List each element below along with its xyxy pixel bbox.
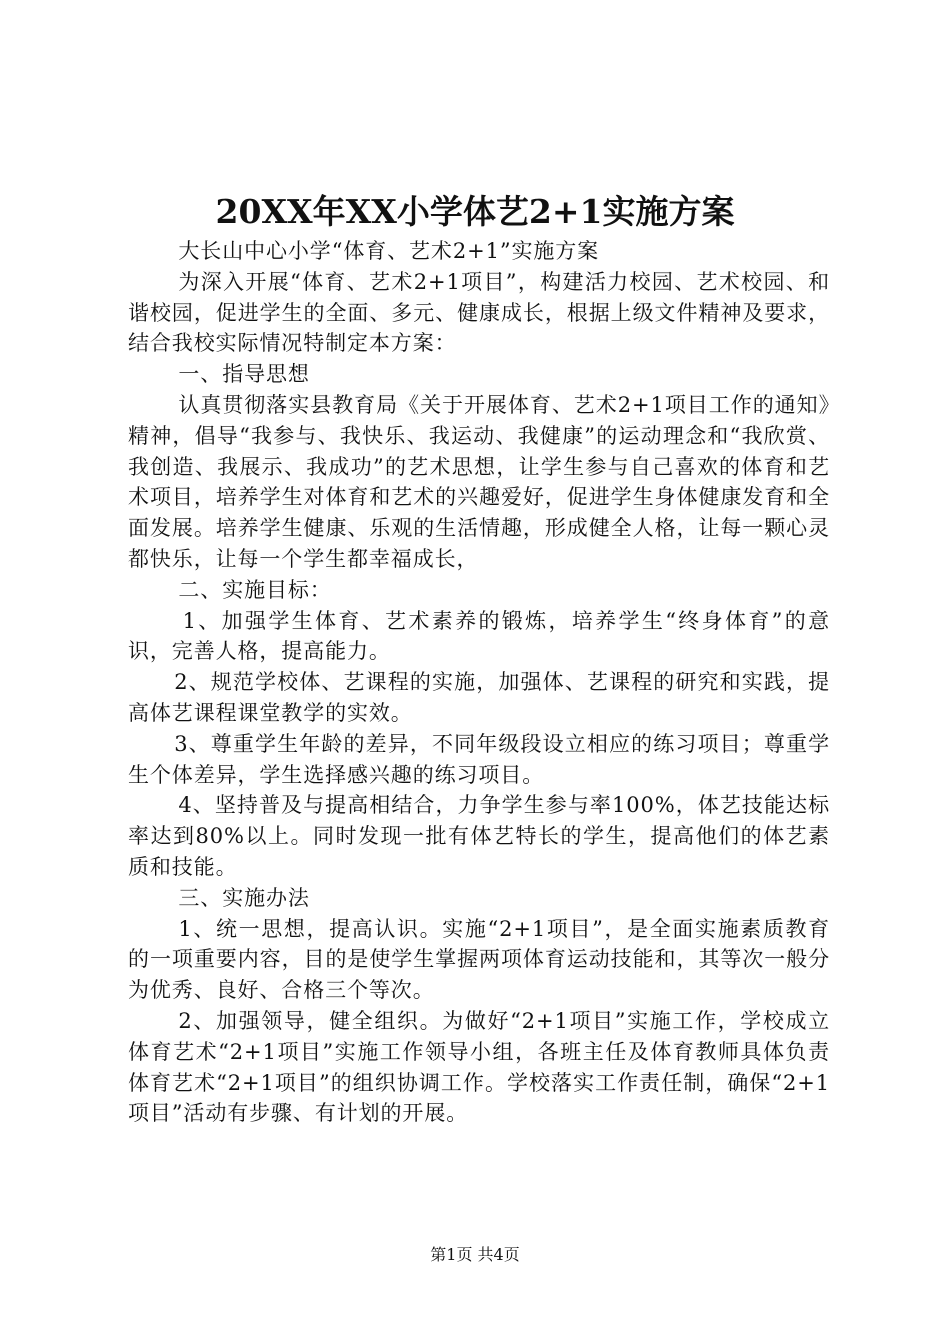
page-number-footer: 第1页 共4页 — [430, 1245, 520, 1264]
paragraph-goal-4: 4、坚持普及与提高相结合，力争学生参与率100%，体艺技能达标率达到80%以上。同时发现一批有体艺特长的学生，提高他们的体艺素质和技能。 — [128, 793, 830, 879]
section-heading-guiding-ideology: 一、指导思想 — [178, 362, 310, 387]
paragraph-intro: 为深入开展“体育、艺术2+1项目”，构建活力校园、艺术校园、和谐校园，促进学生的全面、多元、健康成长，根据上级文件精神及要求，结合我校实际情况特制定本方案： — [128, 269, 830, 356]
paragraph-goal-3: 3、尊重学生年龄的差异，不同年级段设立相应的练习项目；尊重学生个体差异，学生选择感兴趣的练习项目。 — [128, 731, 830, 787]
document-body — [128, 236, 830, 1129]
section-heading-goals: 二、实施目标： — [178, 577, 332, 602]
document-title: 20XX年XX小学体艺2+1实施方案 — [215, 192, 735, 231]
paragraph-guiding-ideology: 认真贯彻落实县教育局《关于开展体育、艺术2+1项目工作的通知》精神，倡导“我参与、我快乐、我运动、我健康”的运动理念和“我欣赏、我创造、我展示、我成功”的艺术思想，让学生参与自己喜欢的体育和艺术项目，培养学生对体育和艺术的兴趣爱好，促进学生身体健康发育和全面发展。培养学生健康、乐观的生活情趣，形成健全人格，让每一颗心灵都快乐，让每一个学生都幸福成长， — [128, 392, 830, 571]
paragraph-subtitle: 大长山中心小学“体育、艺术2+1”实施方案 — [178, 239, 600, 263]
paragraph-goal-2: 2、规范学校体、艺课程的实施，加强体、艺课程的研究和实践，提高体艺课程课堂教学的实效。 — [128, 670, 830, 725]
paragraph-method-2: 2、加强领导，健全组织。为做好“2+1项目”实施工作，学校成立体育艺术“2+1项目”实施工作领导小组，各班主任及体育教师具体负责体育艺术“2+1项目”的组织协调工作。学校落实工作责任制，确保“2+1项目”活动有步骤、有计划的开展。 — [128, 1008, 830, 1126]
paragraph-method-1: 1、统一思想，提高认识。实施“2+1项目”，是全面实施素质教育的一项重要内容，目的是使学生掌握两项体育运动技能和，其等次一般分为优秀、良好、合格三个等次。 — [128, 916, 830, 1003]
paragraph-goal-1: 1、加强学生体育、艺术素养的锻炼，培养学生“终身体育”的意识，完善人格，提高能力。 — [128, 608, 830, 664]
section-heading-methods: 三、实施办法 — [178, 885, 310, 910]
